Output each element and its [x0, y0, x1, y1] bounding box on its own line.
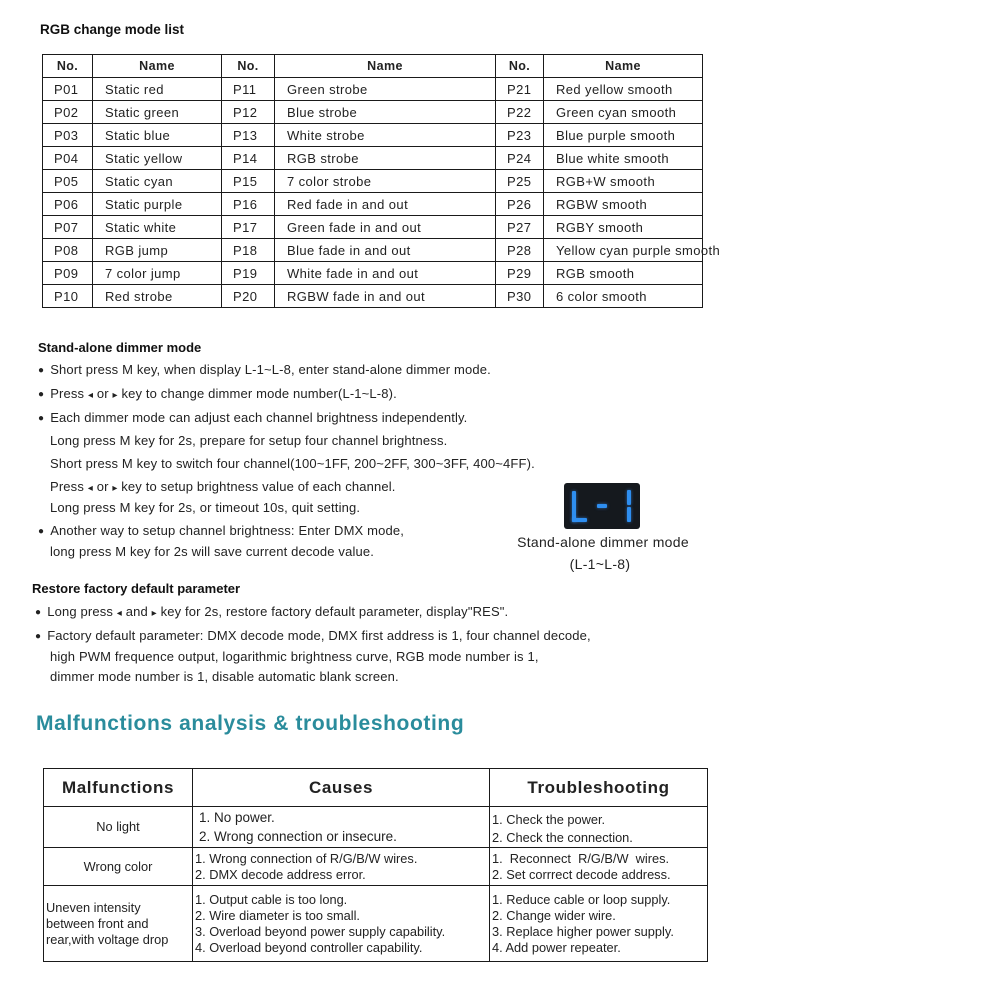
- fix-line: 2. Check the connection.: [492, 830, 633, 845]
- malfunction-text: between front and: [46, 915, 149, 931]
- causes-cell: [193, 807, 490, 848]
- dimmer-bullet-1: [38, 362, 491, 377]
- bullet-icon: ●: [38, 389, 45, 400]
- mode-number: P17: [222, 216, 275, 239]
- mode-name: Blue purple smooth: [544, 124, 703, 147]
- right-arrow-icon: ▸: [112, 483, 118, 494]
- mode-number: P03: [43, 124, 93, 147]
- causes-cell: [193, 848, 490, 886]
- mode-number: P06: [43, 193, 93, 216]
- mode-number: P18: [222, 239, 275, 262]
- mode-number: P12: [222, 101, 275, 124]
- fix-cell: [490, 807, 708, 848]
- led-display: [564, 483, 640, 529]
- fix-line: 1. Reduce cable or loop supply.: [492, 891, 671, 907]
- header-causes: Causes: [193, 769, 490, 807]
- table-row: [43, 193, 703, 216]
- mode-name: RGB smooth: [544, 262, 703, 285]
- mode-number: P08: [43, 239, 93, 262]
- mode-name: Yellow cyan purple smooth: [544, 239, 703, 262]
- mode-name: Static red: [93, 78, 222, 101]
- bullet-text: or: [96, 479, 109, 494]
- mode-name: RGBW smooth: [544, 193, 703, 216]
- table-row: [44, 807, 708, 848]
- cause-line: 2. Wrong connection or insecure.: [199, 829, 397, 844]
- causes-cell: [193, 886, 490, 962]
- bullet-icon: ●: [35, 607, 42, 618]
- mode-number: P22: [496, 101, 544, 124]
- dimmer-bullet-3-line-2: Long press M key for 2s, prepare for setup four channel brightness.: [50, 433, 448, 448]
- restore-bullet-1: [35, 604, 508, 619]
- malfunction-text: rear,with voltage drop: [46, 931, 169, 947]
- led-segment: [597, 504, 607, 508]
- mode-name: Static yellow: [93, 147, 222, 170]
- mode-number: P24: [496, 147, 544, 170]
- mode-number: P29: [496, 262, 544, 285]
- mode-number: P19: [222, 262, 275, 285]
- mode-name: Blue fade in and out: [275, 239, 496, 262]
- fix-line: 2. Set corrrect decode address.: [492, 866, 671, 882]
- table-row: [43, 78, 703, 101]
- mode-number: P10: [43, 285, 93, 308]
- cause-line: 1. No power.: [199, 810, 275, 825]
- right-arrow-icon: ▸: [112, 390, 118, 401]
- mode-name: 6 color smooth: [544, 285, 703, 308]
- mode-number: P16: [222, 193, 275, 216]
- mode-number: P20: [222, 285, 275, 308]
- bullet-text: or: [96, 386, 109, 401]
- table-row: [44, 886, 708, 962]
- mode-name: 7 color strobe: [275, 170, 496, 193]
- mode-name: RGB+W smooth: [544, 170, 703, 193]
- header-name: Name: [275, 55, 496, 78]
- bullet-icon: ●: [35, 631, 42, 642]
- bullet-text: and: [125, 604, 148, 619]
- bullet-text: Short press M key, when display L-1~L-8, enter stand-alone dimmer mode.: [50, 362, 491, 377]
- fix-line: 4. Add power repeater.: [492, 939, 621, 955]
- mode-number: P05: [43, 170, 93, 193]
- rgb-mode-list-title: RGB change mode list: [40, 22, 185, 37]
- header-name: Name: [544, 55, 703, 78]
- bullet-text: key to change dimmer mode number(L-1~L-8).: [121, 386, 397, 401]
- malfunction-cell: [44, 807, 193, 848]
- table-header-row: [44, 769, 708, 807]
- led-segment: [627, 490, 631, 505]
- mode-name: Static green: [93, 101, 222, 124]
- table-row: [43, 216, 703, 239]
- header-no: No.: [222, 55, 275, 78]
- mode-number: P30: [496, 285, 544, 308]
- mode-name: White fade in and out: [275, 262, 496, 285]
- table-row: [43, 239, 703, 262]
- mode-number: P11: [222, 78, 275, 101]
- mode-number: P15: [222, 170, 275, 193]
- mode-number: P01: [43, 78, 93, 101]
- cause-line: 2. Wire diameter is too small.: [195, 907, 360, 923]
- mode-name: Static blue: [93, 124, 222, 147]
- rgb-mode-table: [42, 54, 721, 308]
- mode-name: RGBW fade in and out: [275, 285, 496, 308]
- mode-name: Green fade in and out: [275, 216, 496, 239]
- bullet-text: Each dimmer mode can adjust each channel brightness independently.: [50, 410, 468, 425]
- dimmer-bullet-4: [38, 523, 404, 538]
- mode-number: P26: [496, 193, 544, 216]
- mode-name: Blue strobe: [275, 101, 496, 124]
- malfunction-text: Wrong color: [83, 858, 153, 874]
- mode-name: Green strobe: [275, 78, 496, 101]
- table-row: [43, 124, 703, 147]
- bullet-icon: ●: [38, 526, 45, 537]
- fix-line: 1. Reconnect R/G/B/W wires.: [492, 850, 670, 866]
- header-name: Name: [93, 55, 222, 78]
- led-segment: [572, 518, 587, 522]
- bullet-text: Another way to setup channel brightness: Enter DMX mode,: [50, 523, 405, 538]
- mode-name: 7 color jump: [93, 262, 222, 285]
- bullet-icon: ●: [38, 365, 45, 376]
- header-malfunctions: Malfunctions: [44, 769, 193, 807]
- malfunction-text: Uneven intensity: [46, 899, 141, 915]
- cause-line: 3. Overload beyond power supply capability.: [195, 923, 446, 939]
- table-header-row: [43, 55, 703, 78]
- mode-name: RGB jump: [93, 239, 222, 262]
- fix-cell: [490, 848, 708, 886]
- mode-name: Red yellow smooth: [544, 78, 703, 101]
- restore-bullet-2: [35, 628, 591, 643]
- mode-number: P07: [43, 216, 93, 239]
- malfunction-text: No light: [96, 819, 140, 834]
- mode-name: Static cyan: [93, 170, 222, 193]
- fix-cell: [490, 886, 708, 962]
- bullet-text: key to setup brightness value of each channel.: [121, 479, 396, 494]
- display-caption-line2: (L-1~L-8): [569, 556, 631, 572]
- display-caption-line1: Stand-alone dimmer mode: [517, 534, 689, 550]
- mode-number: P09: [43, 262, 93, 285]
- fix-line: 1. Check the power.: [492, 812, 606, 827]
- table-row: [43, 101, 703, 124]
- left-arrow-icon: ◂: [87, 390, 94, 401]
- cause-line: 1. Output cable is too long.: [195, 891, 348, 907]
- header-no: No.: [496, 55, 544, 78]
- restore-section-title: Restore factory default parameter: [32, 581, 241, 596]
- mode-name: Blue white smooth: [544, 147, 703, 170]
- malfunction-cell: [44, 848, 193, 886]
- mode-number: P27: [496, 216, 544, 239]
- mode-number: P28: [496, 239, 544, 262]
- restore-bullet-2-line-3: dimmer mode number is 1, disable automatic blank screen.: [50, 669, 399, 684]
- bullet-text: Long press: [47, 604, 114, 619]
- mode-number: P13: [222, 124, 275, 147]
- table-row: [43, 170, 703, 193]
- mode-name: Red strobe: [93, 285, 222, 308]
- bullet-text: Press: [50, 386, 85, 401]
- bullet-text: key for 2s, restore factory default parameter, display"RES".: [160, 604, 509, 619]
- malfunction-section-title: Malfunctions analysis & troubleshooting: [36, 712, 465, 735]
- table-row: [43, 147, 703, 170]
- cause-line: 1. Wrong connection of R/G/B/W wires.: [195, 850, 418, 866]
- dimmer-bullet-3-line-4: [50, 479, 396, 494]
- mode-number: P04: [43, 147, 93, 170]
- table-row: [43, 285, 703, 308]
- cause-line: 4. Overload beyond controller capability.: [195, 939, 423, 955]
- mode-number: P25: [496, 170, 544, 193]
- right-arrow-icon: ▸: [151, 608, 157, 619]
- dimmer-section-title: Stand-alone dimmer mode: [38, 340, 202, 355]
- mode-number: P02: [43, 101, 93, 124]
- header-troubleshooting: Troubleshooting: [490, 769, 708, 807]
- bullet-text: Press: [50, 479, 84, 494]
- dimmer-bullet-4-line-2: long press M key for 2s will save current decode value.: [50, 544, 375, 559]
- fix-line: 2. Change wider wire.: [492, 907, 616, 923]
- left-arrow-icon: ◂: [116, 608, 122, 619]
- restore-bullet-2-line-2: high PWM frequence output, logarithmic brightness curve, RGB mode number is 1,: [50, 649, 539, 664]
- dimmer-bullet-2: [38, 386, 397, 401]
- table-row: [44, 848, 708, 886]
- fix-line: 3. Replace higher power supply.: [492, 923, 674, 939]
- header-no: No.: [43, 55, 93, 78]
- troubleshooting-table: [43, 768, 708, 962]
- mode-name: Static purple: [93, 193, 222, 216]
- led-readout: [564, 483, 565, 484]
- mode-name: White strobe: [275, 124, 496, 147]
- mode-number: P14: [222, 147, 275, 170]
- cause-line: 2. DMX decode address error.: [195, 866, 366, 882]
- mode-name: RGBY smooth: [544, 216, 703, 239]
- bullet-icon: ●: [38, 413, 45, 424]
- left-arrow-icon: ◂: [87, 483, 93, 494]
- dimmer-bullet-3-line-5: Long press M key for 2s, or timeout 10s, quit setting.: [50, 500, 361, 515]
- mode-number: P21: [496, 78, 544, 101]
- dimmer-bullet-3-line-3: Short press M key to switch four channel(100~1FF, 200~2FF, 300~3FF, 400~4FF).: [50, 456, 535, 471]
- mode-number: P23: [496, 124, 544, 147]
- table-row: [43, 262, 703, 285]
- mode-name: Static white: [93, 216, 222, 239]
- mode-name: Red fade in and out: [275, 193, 496, 216]
- mode-name: RGB strobe: [275, 147, 496, 170]
- bullet-text: Factory default parameter: DMX decode mode, DMX first address is 1, four channel decode,: [47, 628, 591, 643]
- mode-name: Green cyan smooth: [544, 101, 703, 124]
- dimmer-bullet-3: [38, 410, 467, 425]
- malfunction-cell: [44, 886, 193, 962]
- led-segment: [627, 507, 631, 522]
